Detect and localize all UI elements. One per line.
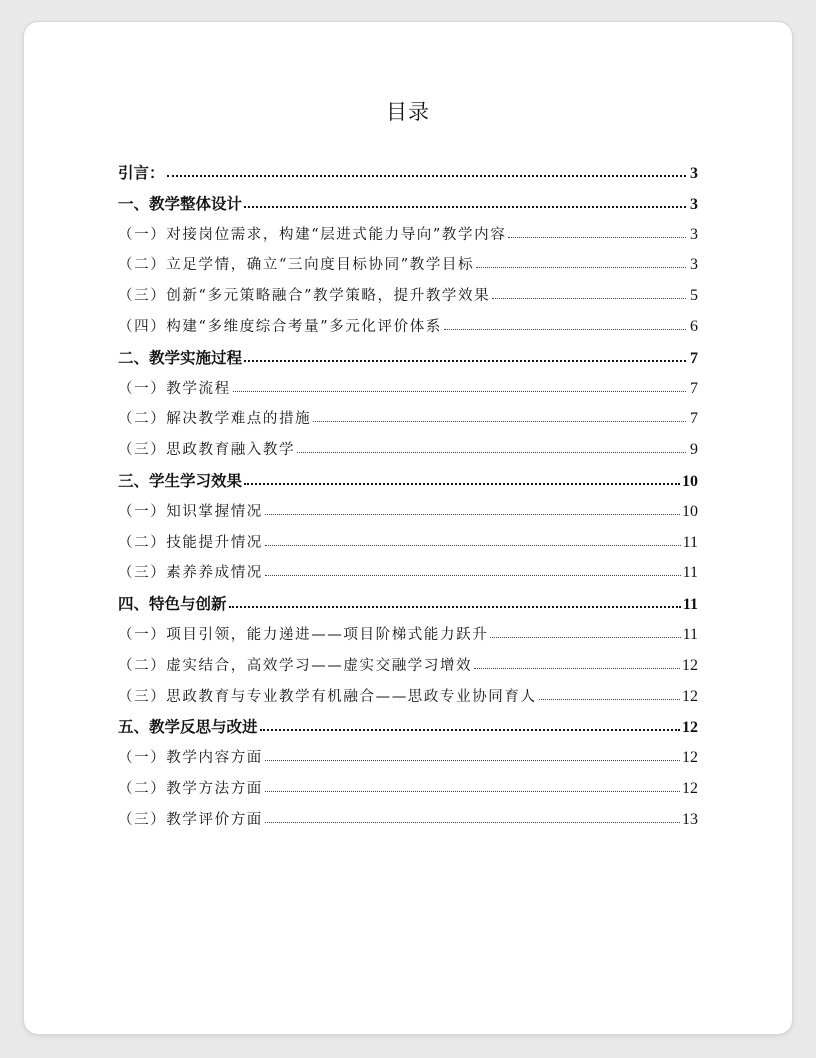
toc-entry-subsection[interactable] <box>118 250 698 281</box>
dot-leader <box>490 637 680 638</box>
toc-entry-text: （一）项目引领，能力递进——项目阶梯式能力跃升 <box>118 626 489 643</box>
toc-entry-subsection[interactable] <box>118 805 698 836</box>
dot-leader <box>244 206 686 208</box>
toc-entry-page: 12 <box>682 749 698 767</box>
dot-leader <box>492 298 686 299</box>
dot-leader <box>167 175 686 177</box>
toc-entry-subsection[interactable] <box>118 528 698 559</box>
dot-leader <box>265 575 681 576</box>
table-of-contents <box>118 158 698 836</box>
toc-entry-text: （三）素养养成情况 <box>118 565 263 582</box>
toc-entry-subsection[interactable] <box>118 281 698 312</box>
dot-leader <box>265 545 681 546</box>
toc-entry-page: 7 <box>690 410 698 428</box>
dot-leader <box>265 760 680 761</box>
toc-entry-text: （三）思政教育融入教学 <box>118 442 296 459</box>
toc-entry-subsection[interactable] <box>118 682 698 713</box>
toc-entry-subsection[interactable] <box>118 220 698 251</box>
toc-entry-page: 12 <box>682 719 698 737</box>
toc-entry-page: 12 <box>682 656 698 674</box>
toc-entry-text: 引言： <box>118 164 165 182</box>
toc-entry-page: 7 <box>690 379 698 397</box>
toc-entry-subsection[interactable] <box>118 651 698 682</box>
toc-entry-subsection[interactable] <box>118 312 698 343</box>
toc-entry-text: 一、教学整体设计 <box>118 194 243 213</box>
toc-entry-text: （二）立足学情，确立“三向度目标协同”教学目标 <box>118 257 475 274</box>
toc-entry-page: 3 <box>690 256 698 274</box>
toc-entry-text: 二、教学实施过程 <box>118 348 243 367</box>
toc-entry-text: （二）虚实结合，高效学习——虚实交融学习增效 <box>118 657 473 674</box>
dot-leader <box>260 729 680 731</box>
dot-leader <box>265 514 680 515</box>
toc-entry-section[interactable] <box>118 589 698 620</box>
dot-leader <box>539 699 680 700</box>
page-title: 目录 <box>386 100 430 124</box>
toc-entry-text: （三）教学评价方面 <box>118 811 263 828</box>
toc-entry-page: 10 <box>682 502 698 520</box>
toc-entry-page: 12 <box>682 779 698 797</box>
toc-entry-section[interactable] <box>118 712 698 743</box>
toc-entry-page: 3 <box>690 195 698 213</box>
dot-leader <box>444 329 686 330</box>
toc-entry-text: 三、学生学习效果 <box>118 471 243 490</box>
toc-entry-page: 7 <box>690 349 698 367</box>
dot-leader <box>508 237 686 238</box>
toc-entry-text: （一）对接岗位需求，构建“层进式能力导向”教学内容 <box>118 226 507 243</box>
dot-leader <box>265 822 680 823</box>
dot-leader <box>233 391 686 392</box>
toc-entry-subsection[interactable] <box>118 435 698 466</box>
toc-entry-text: （一）教学流程 <box>118 380 231 397</box>
toc-entry-page: 11 <box>682 564 698 582</box>
toc-entry-text: 四、特色与创新 <box>118 595 227 614</box>
toc-entry-subsection[interactable] <box>118 743 698 774</box>
toc-entry-text: （二）解决教学难点的措施 <box>118 411 312 428</box>
toc-entry-section[interactable] <box>118 466 698 497</box>
dot-leader <box>265 791 680 792</box>
dot-leader <box>244 360 686 362</box>
toc-entry-text: （三）创新“多元策略融合”教学策略，提升教学效果 <box>118 288 491 305</box>
toc-entry-subsection[interactable] <box>118 774 698 805</box>
toc-entry-page: 3 <box>690 165 698 182</box>
toc-entry-page: 13 <box>682 810 698 828</box>
toc-entry-page: 11 <box>682 596 698 614</box>
dot-leader <box>474 668 680 669</box>
dot-leader <box>229 606 681 608</box>
toc-entry-page: 6 <box>690 317 698 335</box>
dot-leader <box>313 421 686 422</box>
toc-entry-subsection[interactable] <box>118 374 698 405</box>
toc-entry-text: （四）构建“多维度综合考量”多元化评价体系 <box>118 318 442 335</box>
toc-entry-section[interactable] <box>118 343 698 374</box>
toc-entry-text: （二）技能提升情况 <box>118 534 263 551</box>
toc-entry-page: 9 <box>690 441 698 459</box>
dot-leader <box>476 267 686 268</box>
toc-entry-page: 10 <box>682 472 698 490</box>
toc-entry-subsection[interactable] <box>118 497 698 528</box>
toc-entry-subsection[interactable] <box>118 558 698 589</box>
toc-entry-page: 11 <box>682 625 698 643</box>
dot-leader <box>244 483 680 485</box>
toc-entry-page: 5 <box>690 287 698 305</box>
toc-entry-subsection[interactable] <box>118 620 698 651</box>
dot-leader <box>297 452 686 453</box>
toc-entry-page: 3 <box>690 225 698 243</box>
toc-entry-text: （一）教学内容方面 <box>118 750 263 767</box>
toc-entry-text: （二）教学方法方面 <box>118 780 263 797</box>
toc-entry-subsection[interactable] <box>118 404 698 435</box>
toc-entry-text: （一）知识掌握情况 <box>118 503 263 520</box>
toc-entry-text: 五、教学反思与改进 <box>118 718 258 737</box>
toc-entry-page: 12 <box>682 687 698 705</box>
toc-entry-page: 11 <box>682 533 698 551</box>
toc-entry-section[interactable] <box>118 189 698 220</box>
toc-entry-section[interactable] <box>118 158 698 189</box>
toc-entry-text: （三）思政教育与专业教学有机融合——思政专业协同育人 <box>118 688 537 705</box>
